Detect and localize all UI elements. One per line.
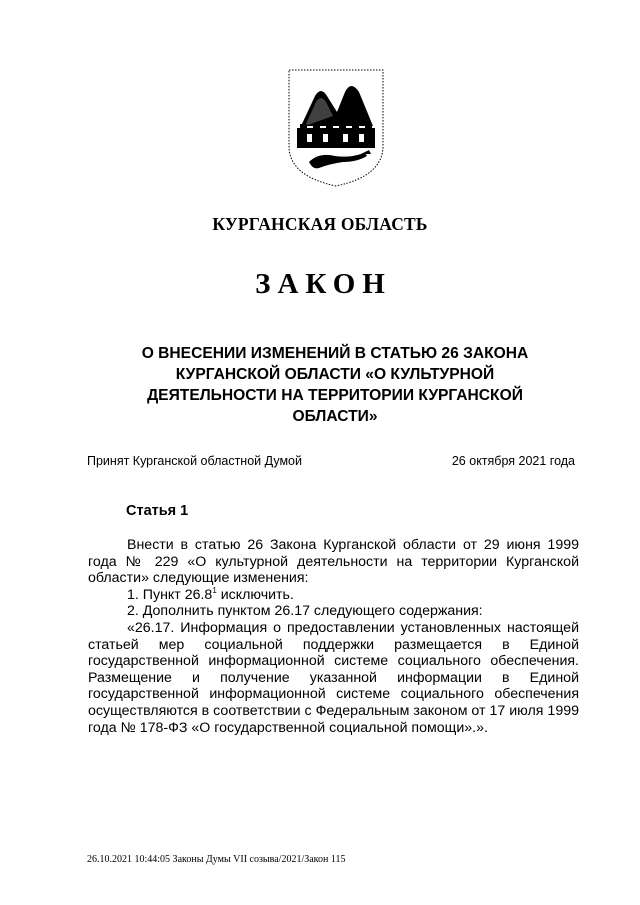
adoption-date: 26 октября 2021 года <box>451 454 575 468</box>
adopted-by: Принят Курганской областной Думой <box>87 454 302 468</box>
law-title-line: ОБЛАСТИ» <box>292 408 378 425</box>
article-item-2: 2. Дополнить пунктом 26.17 следующего содержания: <box>127 603 483 620</box>
article-item-1 <box>88 587 579 604</box>
law-title-line: КУРГАНСКОЙ ОБЛАСТИ «О КУЛЬТУРНОЙ <box>175 366 495 383</box>
law-title-line: ДЕЯТЕЛЬНОСТИ НА ТЕРРИТОРИИ КУРГАНСКОЙ <box>147 387 523 404</box>
article-intro: Внести в статью 26 Закона Курганской области от 29 июня 1999 года № 229 «О культурной деятельности на территории Курганской области» следующие изменения: <box>88 537 579 587</box>
article-body <box>88 537 579 736</box>
kurgan-oblast-coat-of-arms-icon <box>285 66 387 190</box>
article-heading: Статья 1 <box>126 503 189 519</box>
item-1-text: 1. Пункт 26.8 <box>127 586 213 603</box>
article-quote: «26.17. Информация о предоставлении установленных настоящей статьей мер социальной поддержки размещается в Единой государственной информационной системе социального обеспечения. Размещение и получение указанной информации в Единой государственной информационной системе социального обеспечения осуществляются в соответствии с Федеральным законом от 17 июля 1999 года № 178-ФЗ «О государственной социальной помощи».». <box>88 619 579 736</box>
item-1-suffix: исключить. <box>216 586 294 603</box>
law-title-line: О ВНЕСЕНИИ ИЗМЕНЕНИЙ В СТАТЬЮ 26 ЗАКОНА <box>141 345 529 362</box>
item-1-superscript: 1 <box>212 585 217 595</box>
region-title: КУРГАНСКАЯ ОБЛАСТЬ <box>212 214 428 234</box>
document-type: ЗАКОН <box>255 268 392 300</box>
law-title <box>110 343 560 427</box>
footer-stamp: 26.10.2021 10:44:05 Законы Думы VII созыва/2021/Закон 115 <box>87 854 346 865</box>
adoption-info <box>87 454 575 468</box>
